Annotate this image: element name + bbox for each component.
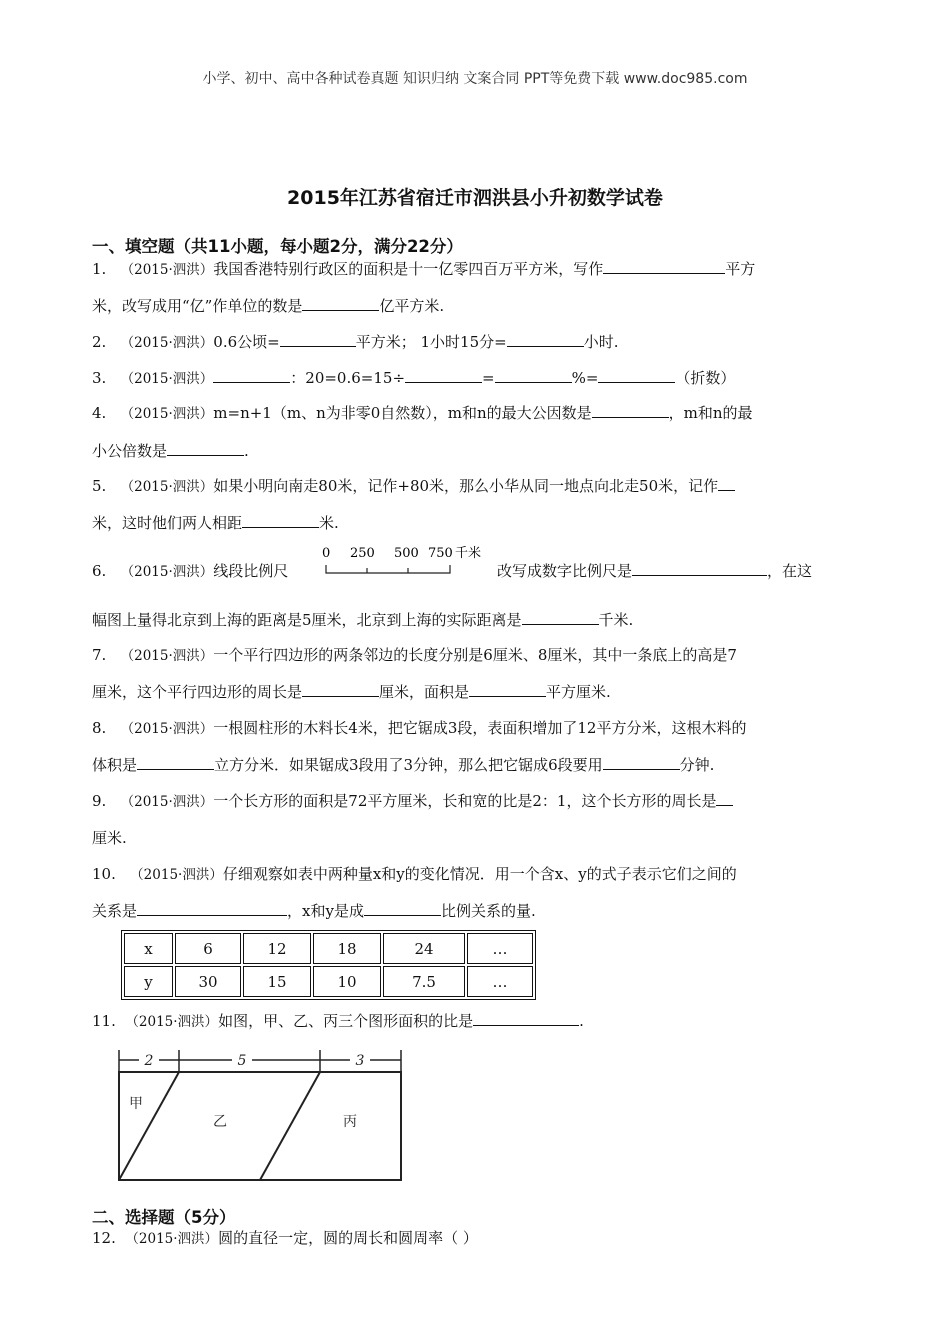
- answer-blank[interactable]: [213, 368, 290, 383]
- answer-blank[interactable]: [716, 791, 733, 806]
- answer-blank[interactable]: [507, 332, 584, 347]
- question-1-cont: 米，改写成用“亿”作单位的数是 亿平方米.: [92, 297, 445, 315]
- question-9: 9. （2015·泗洪）一个长方形的面积是72平方厘米，长和宽的比是2：1，这个长方形的周长是: [92, 791, 733, 812]
- scale-label-500: 500: [394, 546, 419, 561]
- shape-label-yi: 乙: [213, 1114, 227, 1130]
- dim-label-5: 5: [237, 1053, 247, 1069]
- answer-blank[interactable]: [137, 901, 287, 916]
- question-3: 3. （2015·泗洪） ：20=0.6=15÷ = %= （折数）: [92, 369, 736, 387]
- table-cell: 30: [175, 966, 241, 997]
- table-cell: 10: [313, 966, 381, 997]
- question-10: 10. （2015·泗洪）仔细观察如表中两种量x和y的变化情况．用一个含x、y的式子表示它们之间的: [92, 865, 737, 883]
- answer-blank[interactable]: [718, 476, 735, 491]
- question-5: 5. （2015·泗洪）如果小明向南走80米，记作+80米，那么小华从同一地点向北走50米，记作: [92, 476, 735, 497]
- answer-blank[interactable]: [603, 259, 725, 274]
- question-10-cont: 关系是 ，x和y是成 比例关系的量.: [92, 902, 536, 920]
- answer-blank[interactable]: [592, 403, 669, 418]
- question-8: 8. （2015·泗洪）一根圆柱形的木料长4米，把它锯成3段，表面积增加了12平方分米，这根木料的: [92, 719, 747, 737]
- scale-label-0: 0: [322, 546, 331, 561]
- question-4-cont: 小公倍数是 .: [92, 442, 249, 460]
- table-row: [124, 966, 533, 997]
- page-header: 小学、初中、高中各种试卷真题 知识归纳 文案合同 PPT等免费下载 www.doc985.com: [202, 71, 748, 87]
- table-cell: 6: [175, 933, 241, 964]
- question-4: 4. （2015·泗洪）m=n+1（m、n为非零0自然数），m和n的最大公因数是 ，m和n的最: [92, 404, 753, 422]
- table-cell: x: [124, 933, 173, 964]
- table-cell: 7.5: [383, 966, 465, 997]
- answer-blank[interactable]: [280, 332, 356, 347]
- answer-blank[interactable]: [603, 755, 680, 770]
- question-1: 1. （2015·泗洪）我国香港特别行政区的面积是十一亿零四百万平方米，写作 平方: [92, 260, 756, 278]
- question-6-right: 改写成数字比例尺是 ，在这: [497, 562, 813, 580]
- dim-label-3: 3: [355, 1053, 365, 1069]
- section-choice-heading: 二、选择题（5分）: [92, 1208, 236, 1227]
- question-9-cont: 厘米.: [92, 829, 127, 847]
- table-cell: 24: [383, 933, 465, 964]
- table-cell: …: [467, 933, 533, 964]
- scale-unit: 千米: [455, 546, 482, 561]
- answer-blank[interactable]: [137, 755, 214, 770]
- answer-blank[interactable]: [469, 682, 546, 697]
- question-8-cont: 体积是 立方分米．如果锯成3段用了3分钟，那么把它锯成6段要用 分钟.: [92, 756, 715, 774]
- answer-blank[interactable]: [242, 513, 319, 528]
- answer-blank[interactable]: [167, 441, 244, 456]
- line-scale-figure: [320, 543, 490, 579]
- page-title: 2015年江苏省宿迁市泗洪县小升初数学试卷: [287, 187, 663, 209]
- section-fill-in-heading: 一、填空题（共11小题，每小题2分，满分22分）: [92, 237, 463, 256]
- scale-label-250: 250: [350, 546, 375, 561]
- table-cell: 15: [243, 966, 311, 997]
- table-cell: …: [467, 966, 533, 997]
- scale-label-750: 750: [428, 546, 453, 561]
- question-11: 11. （2015·泗洪）如图，甲、乙、丙三个图形面积的比是 .: [92, 1012, 584, 1030]
- question-7-cont: 厘米，这个平行四边形的周长是 厘米，面积是 平方厘米.: [92, 683, 611, 701]
- question-6-cont: 幅图上量得北京到上海的距离是5厘米，北京到上海的实际距离是 千米.: [92, 611, 634, 629]
- question-6: 6. （2015·泗洪）线段比例尺: [92, 562, 289, 580]
- table-cell: 12: [243, 933, 311, 964]
- answer-blank[interactable]: [302, 296, 379, 311]
- answer-blank[interactable]: [405, 368, 482, 383]
- table-cell: 18: [313, 933, 381, 964]
- question-2: 2. （2015·泗洪）0.6公顷= 平方米； 1小时15分= 小时.: [92, 333, 619, 351]
- table-row: [124, 933, 533, 964]
- answer-blank[interactable]: [302, 682, 379, 697]
- shape-label-jia: 甲: [129, 1096, 143, 1112]
- answer-blank[interactable]: [598, 368, 675, 383]
- answer-blank[interactable]: [632, 561, 767, 576]
- dim-label-2: 2: [144, 1053, 154, 1069]
- question-12: 12. （2015·泗洪）圆的直径一定，圆的周长和圆周率（ ）: [92, 1229, 478, 1247]
- answer-blank[interactable]: [522, 610, 599, 625]
- scale-bar: [326, 565, 450, 573]
- answer-blank[interactable]: [495, 368, 572, 383]
- area-figure: [112, 1046, 412, 1186]
- shape-label-bing: 丙: [343, 1114, 357, 1130]
- answer-blank[interactable]: [364, 901, 441, 916]
- answer-blank[interactable]: [473, 1011, 579, 1026]
- question-5-cont: 米，这时他们两人相距 米.: [92, 514, 339, 532]
- question-7: 7. （2015·泗洪）一个平行四边形的两条邻边的长度分别是6厘米、8厘米，其中一条底上的高是7: [92, 646, 737, 664]
- table-cell: y: [124, 966, 173, 997]
- xy-table: [121, 930, 536, 1000]
